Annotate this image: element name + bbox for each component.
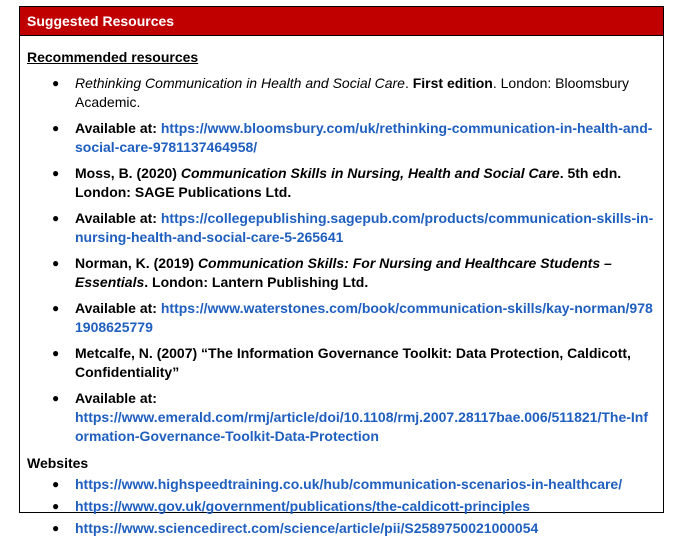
bullet-icon: ● — [52, 166, 60, 180]
website-link[interactable]: https://www.gov.uk/government/publications/the-caldicott-principles — [75, 498, 531, 514]
resource-link[interactable]: https://collegepublishing.sagepub.com/products/communication-skills-in-nursing-health-and-social-care-5-265641 — [75, 210, 654, 245]
book-author: Moss, B. (2020) — [75, 165, 181, 181]
book-publisher: . London: Bloomsbury Academic. — [75, 75, 630, 110]
list-item: ● Rethinking Communication in Health and Social Care. First edition. London: Bloomsbury Academic. — [52, 75, 630, 110]
list-item — [27, 119, 655, 157]
list-item — [27, 209, 655, 247]
list-item — [27, 344, 655, 382]
bullet-icon: ● — [52, 211, 60, 225]
resources-content — [20, 36, 663, 538]
list-item — [27, 164, 655, 202]
available-label: Available at: — [75, 300, 161, 316]
bullet-icon: ● — [52, 499, 60, 513]
book-publisher: . 5th edn. London: SAGE Publications Ltd. — [75, 165, 622, 200]
list-item — [27, 389, 655, 446]
available-label: Available at: — [75, 210, 161, 226]
list-item — [27, 497, 655, 516]
book-title: Communication Skills in Nursing, Health and Social Care — [180, 165, 560, 181]
bullet-icon: ● — [52, 256, 60, 270]
book-title: Rethinking Communication in Health and Social Care — [75, 75, 405, 91]
bullet-icon: ● — [52, 346, 60, 360]
resource-link[interactable]: https://www.emerald.com/rmj/article/doi/10.1108/rmj.2007.28117bae.006/511821/The-Information-Governance-Toolkit-Data-Protection — [75, 409, 648, 444]
book-edition: First edition — [412, 75, 493, 91]
available-label: Available at: — [75, 120, 161, 136]
list-item — [27, 254, 655, 292]
bullet-icon: ● — [52, 76, 60, 90]
bullet-icon: ● — [52, 477, 60, 491]
list-item — [27, 519, 655, 538]
list-item — [27, 299, 655, 337]
available-label: Available at: — [75, 390, 157, 406]
website-link[interactable]: https://www.sciencedirect.com/science/article/pii/S2589750021000054 — [75, 520, 539, 536]
bullet-icon: ● — [52, 521, 60, 535]
bullet-icon: ● — [52, 121, 60, 135]
website-link[interactable]: https://www.highspeedtraining.co.uk/hub/communication-scenarios-in-healthcare/ — [75, 476, 623, 492]
section-header: Suggested Resources — [20, 7, 663, 36]
list-item — [27, 475, 655, 494]
websites-list — [27, 475, 655, 538]
recommended-list — [27, 74, 655, 446]
resource-link[interactable]: https://www.waterstones.com/book/communication-skills/kay-norman/9781908625779 — [75, 300, 653, 335]
bullet-icon: ● — [52, 301, 60, 315]
article-citation: Metcalfe, N. (2007) “The Information Governance Toolkit: Data Protection, Caldicott, Confidentiality” — [75, 345, 631, 380]
recommended-heading: Recommended resources — [27, 49, 199, 65]
resources-box — [19, 6, 664, 536]
book-title: Communication Skills: For Nursing and Healthcare Students – Essentials — [75, 255, 612, 290]
resource-link[interactable]: https://www.bloomsbury.com/uk/rethinking-communication-in-health-and-social-care-9781137464958/ — [75, 120, 653, 155]
book-publisher: . London: Lantern Publishing Ltd. — [144, 274, 369, 290]
bullet-icon: ● — [52, 391, 60, 405]
book-author: Norman, K. (2019) — [75, 255, 198, 271]
websites-heading: Websites — [27, 455, 89, 471]
